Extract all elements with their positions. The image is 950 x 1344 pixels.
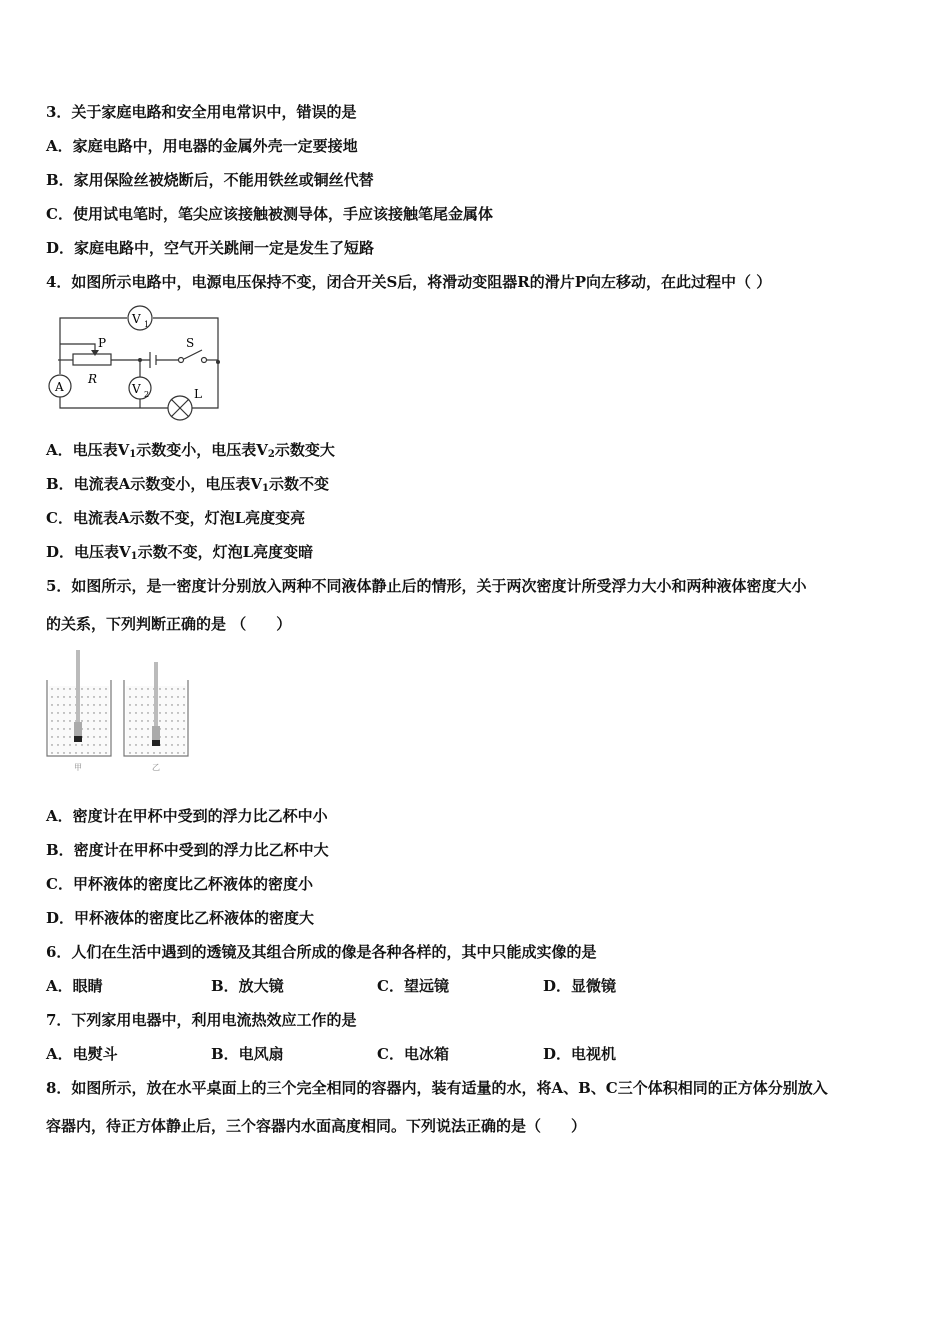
q4-option-c: C．电流表A示数不变，灯泡L亮度变亮 bbox=[46, 509, 306, 527]
q4-stem: 4．如图所示电路中，电源电压保持不变，闭合开关S后，将滑动变阻器R的滑片P向左移动，在此过程中（ ） bbox=[46, 273, 772, 291]
q6-stem: 6．人们在生活中遇到的透镜及其组合所成的像是各种各样的，其中只能成实像的是 bbox=[46, 943, 597, 961]
v2-label: V bbox=[132, 382, 141, 396]
q8-stem-line2: 容器内，待正方体静止后，三个容器内水面高度相同。下列说法正确的是（ ） bbox=[46, 1117, 587, 1135]
q5-stem-line2: 的关系，下列判断正确的是 （ ） bbox=[46, 615, 292, 633]
q5-hydrometer-figure bbox=[44, 646, 189, 774]
v2-sub-label: 2 bbox=[144, 390, 150, 399]
q5-option-a: A．密度计在甲杯中受到的浮力比乙杯中小 bbox=[46, 807, 328, 825]
switch-label: S bbox=[186, 336, 195, 350]
q4-circuit-diagram bbox=[40, 302, 230, 422]
q3-option-d: D．家庭电路中，空气开关跳闸一定是发生了短路 bbox=[46, 239, 375, 257]
q4-option-d: D．电压表$V_1$示数不变，灯泡L亮度变暗 bbox=[46, 543, 314, 562]
q6-option-b: B．放大镜 bbox=[211, 977, 284, 995]
q7-option-a: A．电熨斗 bbox=[46, 1045, 118, 1063]
v1-label: V bbox=[132, 312, 141, 326]
q4-option-b: B．电流表A示数变小，电压表$V_1$示数不变 bbox=[46, 475, 329, 494]
q3-option-c: C．使用试电笔时，笔尖应该接触被测导体，手应该接触笔尾金属体 bbox=[46, 205, 493, 223]
q3-option-b: B．家用保险丝被烧断后，不能用铁丝或铜丝代替 bbox=[46, 171, 374, 189]
q5-option-c: C．甲杯液体的密度比乙杯液体的密度小 bbox=[46, 875, 313, 893]
lamp-label: L bbox=[194, 387, 202, 401]
q6-option-d: D．显微镜 bbox=[543, 977, 617, 995]
q6-option-c: C．望远镜 bbox=[377, 977, 449, 995]
q7-option-c: C．电冰箱 bbox=[377, 1045, 449, 1063]
beaker-right-label: 乙 bbox=[152, 763, 160, 772]
q8-stem-line1: 8．如图所示，放在水平桌面上的三个完全相同的容器内，装有适量的水，将A、B、C三个体积相同的正方体分别放入 bbox=[46, 1079, 828, 1097]
q5-option-b: B．密度计在甲杯中受到的浮力比乙杯中大 bbox=[46, 841, 329, 859]
q4-option-a: A．电压表$V_1$示数变小，电压表$V_2$示数变大 bbox=[46, 441, 335, 460]
q6-option-a: A．眼睛 bbox=[46, 977, 103, 995]
v1-sub-label: 1 bbox=[144, 320, 150, 329]
q3-option-a: A．家庭电路中，用电器的金属外壳一定要接地 bbox=[46, 137, 358, 155]
q3-stem: 3．关于家庭电路和安全用电常识中，错误的是 bbox=[46, 103, 357, 121]
q5-option-d: D．甲杯液体的密度比乙杯液体的密度大 bbox=[46, 909, 315, 927]
ammeter-label: A bbox=[55, 380, 64, 394]
q7-option-b: B．电风扇 bbox=[211, 1045, 284, 1063]
q7-stem: 7．下列家用电器中，利用电流热效应工作的是 bbox=[46, 1011, 357, 1029]
q7-option-d: D．电视机 bbox=[543, 1045, 617, 1063]
slider-label: P bbox=[98, 336, 107, 350]
q5-stem-line1: 5．如图所示，是一密度计分别放入两种不同液体静止后的情形，关于两次密度计所受浮力大小和两种液体密度大小 bbox=[46, 577, 807, 595]
beaker-left-label: 甲 bbox=[74, 763, 82, 772]
rheostat-label: R bbox=[88, 372, 98, 386]
